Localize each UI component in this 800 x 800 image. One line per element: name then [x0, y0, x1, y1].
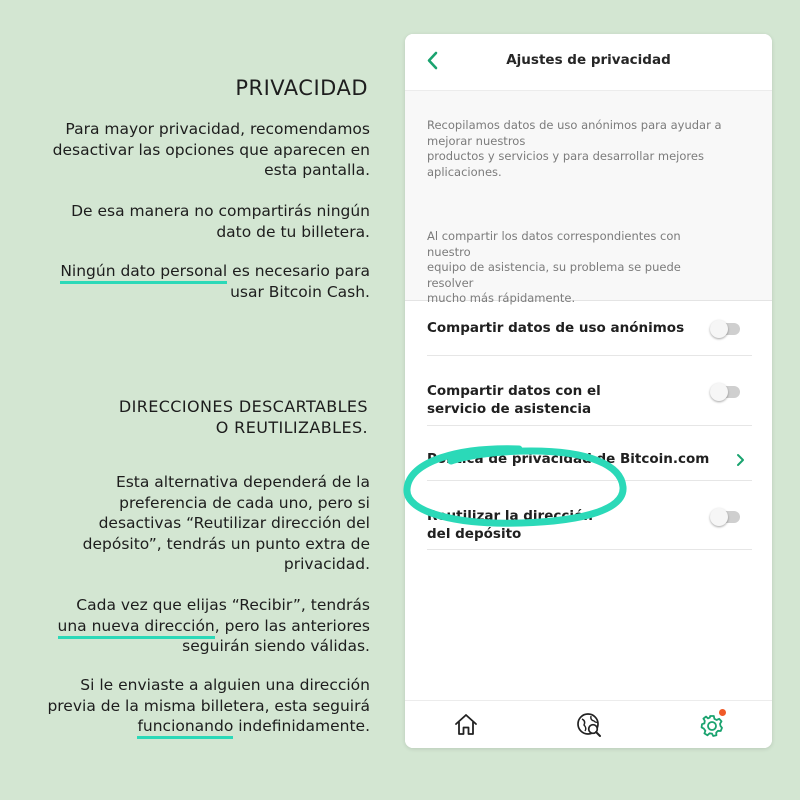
support-data-description: Al compartir los datos correspondientes con nuestro equipo de asistencia, su problema se puede resolver mucho más rápidamente. [427, 229, 681, 305]
previous-address-paragraph: Si le enviaste a alguien una dirección previa de la misma billetera, esta seguirá funcionando indefinidamente. [47, 675, 370, 737]
personal-data-paragraph: Ningún dato personal es necesario para usar Bitcoin Cash. [60, 262, 370, 301]
chevron-right-icon [734, 453, 746, 467]
privacy-description [405, 91, 772, 305]
receive-paragraph: Cada vez que elijas “Recibir”, tendrás una nueva dirección, pero las anteriores seguirán siendo válidas. [57, 596, 370, 655]
settings-content [405, 91, 772, 701]
page-title: PRIVACIDAD [235, 76, 368, 100]
row-privacy-policy[interactable]: Política de privacidad de Bitcoin.com [427, 426, 752, 481]
alternative-paragraph: Esta alternativa dependerá de la preferencia de cada uno, pero si desactivas “Reutilizar dirección del depósito”, tendrás un punto extra de privacidad. [82, 473, 370, 573]
highlight-working: funcionando [137, 717, 233, 739]
notification-badge [719, 709, 726, 716]
row-reuse-deposit-address[interactable]: Reutilizar la dirección del depósito [427, 481, 752, 550]
row-share-anonymous-usage[interactable]: Compartir datos de uso anónimos [427, 301, 752, 356]
section-title: DIRECCIONES DESCARTABLES O REUTILIZABLES. [118, 397, 368, 437]
tab-bar [405, 700, 772, 748]
usage-data-description: Recopilamos datos de uso anónimos para ayudar a mejorar nuestros productos y servicios y para desarrollar mejores aplicaciones. [427, 118, 722, 179]
intro-paragraph: Para mayor privacidad, recomendamos desactivar las opciones que aparecen en esta pantalla. [52, 120, 370, 179]
tab-home[interactable] [451, 711, 481, 739]
explore-icon [574, 711, 604, 739]
highlight-new-address: una nueva dirección [58, 617, 215, 639]
highlight-personal-data: Ningún dato personal [60, 262, 227, 284]
share-support-data-toggle[interactable] [712, 386, 740, 398]
row-share-support-data[interactable]: Compartir datos con el servicio de asistencia [427, 356, 752, 426]
tab-settings[interactable] [697, 711, 727, 739]
share-anonymous-usage-toggle[interactable] [712, 323, 740, 335]
no-data-paragraph: De esa manera no compartirás ningún dato de tu billetera. [71, 202, 370, 241]
home-icon [451, 711, 481, 739]
nav-bar [405, 34, 772, 91]
phone-screen [405, 34, 772, 748]
screen-title: Ajustes de privacidad [506, 52, 671, 68]
reuse-deposit-address-toggle[interactable] [712, 511, 740, 523]
tab-explore[interactable] [574, 711, 604, 739]
